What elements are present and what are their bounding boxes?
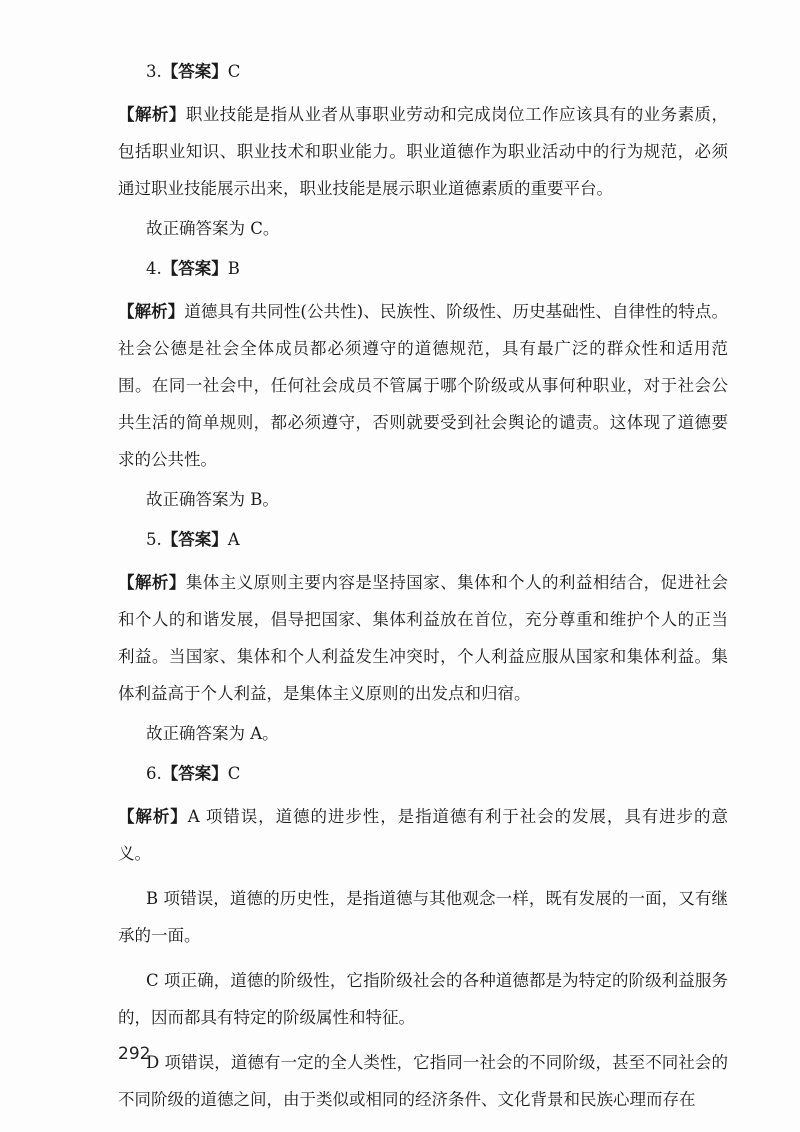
question-6 <box>118 760 728 1118</box>
option-c-paragraph: C 项正确，道德的阶级性，它指阶级社会的各种道德都是为特定的阶级利益服务的，因而都具有特定的阶级属性和特征。 <box>118 971 728 1027</box>
analysis-tag: 【解析】 <box>118 807 188 826</box>
analysis-paragraph <box>118 798 728 872</box>
analysis-paragraph <box>118 564 728 712</box>
answer-value: C <box>227 764 241 783</box>
conclusion-line: 故正确答案为 C。 <box>146 219 280 238</box>
answer-line <box>118 526 728 554</box>
analysis-text: A 项错误，道德的进步性，是指道德有利于社会的发展，具有进步的意义。 <box>118 807 728 863</box>
page-number: 292 <box>118 1044 151 1064</box>
answer-tag: 【答案】 <box>161 764 228 783</box>
conclusion-line: 故正确答案为 B。 <box>146 490 279 509</box>
answer-value: B <box>227 259 240 278</box>
answer-value: A <box>227 530 240 549</box>
conclusion-line: 故正确答案为 A。 <box>146 724 279 743</box>
answer-line <box>118 255 728 283</box>
question-number: 6. <box>146 764 162 783</box>
question-5 <box>118 526 728 748</box>
analysis-text: 集体主义原则主要内容是坚持国家、集体和个人的利益相结合，促进社会和个人的和谐发展，倡导把国家、集体利益放在首位，充分尊重和维护个人的正当利益。当国家、集体和个人利益发生冲突时，个人利益应服从国家和集体利益。集体利益高于个人利益，是集体主义原则的出发点和归宿。 <box>118 573 729 703</box>
answer-line <box>118 58 728 86</box>
answer-tag: 【答案】 <box>161 259 228 278</box>
answer-line <box>118 760 728 788</box>
question-4 <box>118 255 728 514</box>
question-number: 5. <box>146 530 162 549</box>
analysis-paragraph <box>118 96 728 207</box>
analysis-paragraph <box>118 293 728 478</box>
question-3 <box>118 58 728 243</box>
option-d-paragraph: D 项错误，道德有一定的全人类性，它指同一社会的不同阶级，甚至不同社会的不同阶级的道德之间，由于类似或相同的经济条件、文化背景和民族心理而存在 <box>118 1053 728 1109</box>
analysis-tag: 【解析】 <box>118 302 185 321</box>
analysis-text: 职业技能是指从业者从事职业劳动和完成岗位工作应该具有的业务素质，包括职业知识、职业技术和职业能力。职业道德作为职业活动中的行为规范，必须通过职业技能展示出来，职业技能是展示职业道德素质的重要平台。 <box>118 105 729 198</box>
question-number: 4. <box>146 259 162 278</box>
analysis-tag: 【解析】 <box>118 105 186 124</box>
analysis-text: 道德具有共同性(公共性)、民族性、阶级性、历史基础性、自律性的特点。社会公德是社会全体成员都必须遵守的道德规范，具有最广泛的群众性和适用范围。在同一社会中，任何社会成员不管属于哪个阶级或从事何种职业，对于社会公共生活的简单规则，都必须遵守，否则就要受到社会舆论的谴责。这体现了道德要求的公共性。 <box>118 302 729 469</box>
answer-tag: 【答案】 <box>161 62 228 81</box>
option-b-paragraph: B 项错误，道德的历史性，是指道德与其他观念一样，既有发展的一面，又有继承的一面。 <box>118 889 728 945</box>
answer-value: C <box>227 62 241 81</box>
document-body <box>118 58 728 1126</box>
question-number: 3. <box>146 62 162 81</box>
analysis-tag: 【解析】 <box>118 573 186 592</box>
answer-tag: 【答案】 <box>161 530 228 549</box>
